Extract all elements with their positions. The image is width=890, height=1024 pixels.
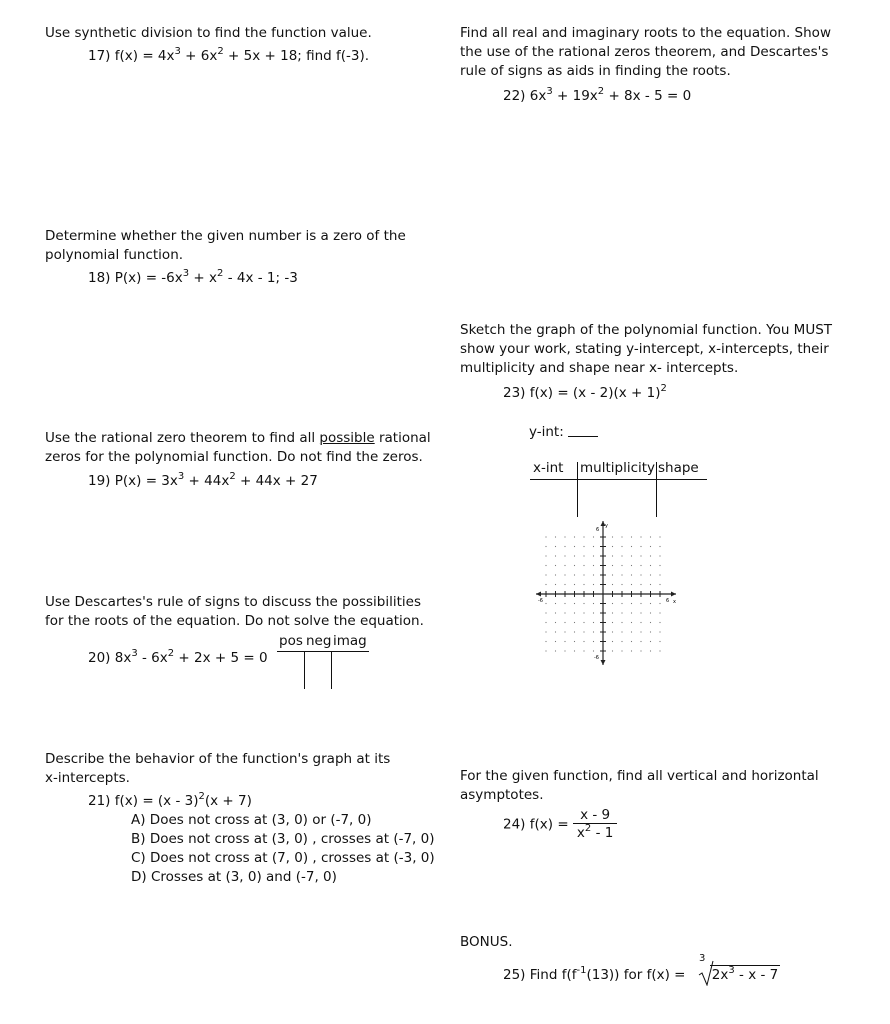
q22-exp1: 3 [546,86,553,97]
grid-dot [650,555,651,556]
q21-expr-a: f(x) = (x - 3) [114,793,199,809]
grid-dot [659,603,660,604]
y-axis-letter: y [605,523,608,529]
grid-dot [650,584,651,585]
q24-expr-a: f(x) = [529,816,573,833]
grid-dot [555,622,556,623]
q23-expr-a: f(x) = (x - 2)(x + 1) [529,385,661,401]
q20-expr-b: - 6x [137,650,168,666]
q23-table-divider-2 [656,462,657,517]
grid-dot [555,555,556,556]
q21-option-c: C) Does not cross at (7, 0) , crosses at (-3, 0) [131,850,435,866]
grid-dot [631,603,632,604]
x-axis-arrow-right [671,592,676,597]
grid-dot [650,574,651,575]
q21-number: 21) [88,793,111,809]
q18-instruction: Determine whether the given number is a zero of the polynomial function. [45,228,406,263]
grid-dot [612,603,613,604]
q17-exp2: 2 [217,46,224,57]
grid-dot [650,612,651,613]
grid-dot [555,546,556,547]
grid-dot [612,565,613,566]
y-axis-top-label: 6 [596,527,600,533]
grid-dot [555,565,556,566]
grid-dot [574,536,575,537]
grid-dot [621,641,622,642]
grid-dot [545,603,546,604]
grid-dot [564,650,565,651]
grid-dot [631,555,632,556]
grid-dot [583,574,584,575]
grid-dot [631,650,632,651]
q21-expr-b: (x + 7) [204,793,252,809]
grid-dot [564,536,565,537]
q20-number: 20) [88,650,111,666]
grid-dot [545,574,546,575]
grid-dot [621,612,622,613]
grid-dot [545,641,546,642]
q22-problem [503,87,691,106]
grid-dot [583,622,584,623]
grid-dot [593,574,594,575]
grid-dot [640,555,641,556]
x-axis-letter: x [673,599,676,605]
q20-table-header-imag: imag [333,633,367,649]
q19-instruction-underlined: possible [319,430,375,446]
q20-exp1: 3 [131,648,138,659]
q17-expr-c: + 5x + 18; find f(-3). [223,48,370,64]
grid-dot [621,584,622,585]
q20-instruction: Use Descartes's rule of signs to discuss the possibilities for the roots of the equation. Do not solve the equation. [45,594,424,629]
grid-dot [631,536,632,537]
grid-dot [555,584,556,585]
grid-dot [621,555,622,556]
q23-instruction: Sketch the graph of the polynomial function. You MUST show your work, stating y-intercept, x-intercepts, their multiplicity and shape near x- intercepts. [460,322,833,376]
q25-rad-b: - x - 7 [734,967,779,983]
grid-dot [593,584,594,585]
grid-dot [659,546,660,547]
grid-dot [612,584,613,585]
grid-dot [659,536,660,537]
grid-dot [612,546,613,547]
bonus-label: BONUS. [460,934,513,950]
q20-expr-a: 8x [114,650,132,666]
q19-instruction [45,429,445,467]
grid-dot [612,631,613,632]
grid-dot [564,555,565,556]
grid-dot [593,565,594,566]
grid-dot [621,603,622,604]
q21-option-a: A) Does not cross at (3, 0) or (-7, 0) [131,812,372,828]
grid-dot [564,612,565,613]
grid-dot [640,584,641,585]
grid-dot [555,536,556,537]
q19-instruction-b: rational zeros for the polynomial function. Do not find the zeros. [45,430,431,465]
grid-dot [650,536,651,537]
grid-dot [650,546,651,547]
grid-dot [659,574,660,575]
q21-problem [88,792,252,811]
grid-dot [659,555,660,556]
grid-dot [574,612,575,613]
grid-dot [583,565,584,566]
grid-dot [631,631,632,632]
q22-expr-a: 6x [529,88,547,104]
q22-expr-b: + 19x [552,88,598,104]
grid-dot [593,641,594,642]
q25-number: 25) [503,967,526,983]
q19-number: 19) [88,473,111,489]
q24-instruction: For the given function, find all vertical and horizontal asymptotes. [460,768,819,803]
grid-dot [640,546,641,547]
q23-number: 23) [503,385,526,401]
grid-dot [545,536,546,537]
q21-option-d: D) Crosses at (3, 0) and (-7, 0) [131,869,337,885]
grid-dot [564,574,565,575]
grid-dot [650,650,651,651]
grid-dot [640,622,641,623]
grid-dot [564,622,565,623]
grid-dot [631,574,632,575]
q20-exp2: 2 [167,648,175,659]
q25-problem [503,966,780,985]
grid-dot [593,546,594,547]
grid-dot [593,612,594,613]
grid-dot [631,612,632,613]
q23-exp1: 2 [660,383,667,394]
q23-table-header-multiplicity: multiplicity [580,460,656,476]
q17-problem [88,47,369,66]
grid-dot [583,536,584,537]
grid-dot [564,584,565,585]
q24-denominator [573,824,617,842]
q25-text-b: (13)) for f(x) = [586,967,690,983]
q19-expr-a: P(x) = 3x [114,473,178,489]
q25-root-index: 3 [699,953,706,964]
q22-expr-c: + 8x - 5 = 0 [604,88,692,104]
grid-dot [583,555,584,556]
grid-dot [621,631,622,632]
q20-problem [88,649,268,668]
q18-expr-c: - 4x - 1; -3 [223,270,298,286]
grid-dot [640,641,641,642]
q24-numerator: x - 9 [573,807,617,824]
grid-dot [583,641,584,642]
grid-dot [593,603,594,604]
q18-exp2: 2 [217,268,224,279]
q24-fraction [573,807,617,842]
q23-table-rule [530,479,707,480]
q21-option-b: B) Does not cross at (3, 0) , crosses at (-7, 0) [131,831,435,847]
grid-dot [583,603,584,604]
q17-instruction: Use synthetic division to find the function value. [45,25,372,41]
grid-dot [640,574,641,575]
q25-text-a: Find f(f [529,967,577,983]
grid-dot [583,650,584,651]
grid-dot [640,631,641,632]
q18-exp1: 3 [182,268,190,279]
grid-dot [545,584,546,585]
grid-dot [612,622,613,623]
grid-dot [621,536,622,537]
grid-dot [574,565,575,566]
grid-dot [564,631,565,632]
grid-dot [583,612,584,613]
grid-dot [631,622,632,623]
grid-dot [631,565,632,566]
grid-dot [612,612,613,613]
grid-dot [621,650,622,651]
grid-dot [545,631,546,632]
q17-number: 17) [88,48,111,64]
grid-dot [612,641,613,642]
q19-instruction-a: Use the rational zero theorem to find all [45,430,320,446]
grid-dot [659,584,660,585]
q20-table-divider-1 [304,651,305,689]
q20-table-header-pos: pos [279,633,303,649]
grid-dot [612,536,613,537]
grid-dot [555,603,556,604]
q23-problem [503,384,667,403]
x-axis-left-label: -6 [538,598,543,604]
q23-table-header-xint: x-int [533,460,564,476]
q24-den-b: - 1 [591,825,614,841]
grid-dot [574,622,575,623]
grid-dot [621,565,622,566]
grid-dot [583,546,584,547]
q19-exp2: 2 [229,471,236,482]
grid-dot [659,565,660,566]
q20-table-divider-2 [331,651,332,689]
grid-dot [574,555,575,556]
q19-exp1: 3 [177,471,185,482]
q22-number: 22) [503,88,526,104]
q19-problem [88,472,318,491]
grid-dot [650,641,651,642]
q23-table-divider-1 [577,462,578,517]
q24-den-a: x [576,825,585,841]
grid-dot [650,622,651,623]
grid-dot [659,612,660,613]
grid-dot [659,650,660,651]
grid-dot [574,631,575,632]
y-axis-arrow-down [601,660,606,665]
q17-expr-a: f(x) = 4x [114,48,175,64]
grid-dot [650,603,651,604]
q22-instruction: Find all real and imaginary roots to the equation. Show the use of the rational zeros theorem, and Descartes's rule of signs as aids in finding the roots. [460,25,831,79]
q18-number: 18) [88,270,111,286]
grid-dot [593,650,594,651]
q24-number: 24) [503,816,526,833]
grid-dot [564,603,565,604]
grid-dot [612,555,613,556]
q25-exp-inv: -1 [576,965,587,976]
q20-table-header-neg: neg [306,633,332,649]
grid-dot [574,603,575,604]
q21-instruction: Describe the behavior of the function's graph at its x-intercepts. [45,751,391,786]
grid-dot [593,555,594,556]
grid-dot [545,650,546,651]
q19-expr-c: + 44x + 27 [235,473,318,489]
grid-dot [640,650,641,651]
grid-dot [574,574,575,575]
grid-dot [621,574,622,575]
q23-yint-blank [568,436,598,437]
q17-expr-b: + 6x [180,48,218,64]
grid-dot [631,641,632,642]
grid-dot [555,574,556,575]
q23-table-header-shape: shape [658,460,699,476]
grid-dot [659,622,660,623]
grid-dot [545,565,546,566]
grid-dot [612,650,613,651]
grid-dot [555,612,556,613]
q20-expr-c: + 2x + 5 = 0 [174,650,268,666]
q19-expr-b: + 44x [184,473,230,489]
grid-dot [583,584,584,585]
q24-den-exp: 2 [584,823,592,834]
q22-exp2: 2 [597,86,605,97]
grid-dot [640,612,641,613]
q18-expr-b: + x [189,270,218,286]
grid-dot [545,546,546,547]
grid-dot [640,536,641,537]
grid-dot [659,641,660,642]
grid-dot [593,536,594,537]
grid-dot [650,565,651,566]
grid-dot [564,565,565,566]
grid-dot [545,612,546,613]
grid-dot [545,555,546,556]
grid-dot [555,650,556,651]
grid-dot [612,574,613,575]
grid-dot [621,546,622,547]
grid-dot [545,622,546,623]
grid-dot [574,546,575,547]
q18-expr-a: P(x) = -6x [114,270,183,286]
grid-dot [583,631,584,632]
q25-radicand [710,965,780,983]
y-axis-bottom-label: -6 [594,655,599,661]
q25-rad-exp: 3 [728,965,735,976]
grid-dot [640,603,641,604]
q25-rad-a: 2x [711,967,729,983]
q23-coordinate-grid [530,515,680,670]
grid-dot [555,641,556,642]
q20-table-rule [277,651,369,652]
q17-exp1: 3 [174,46,181,57]
grid-dot [574,650,575,651]
q18-problem [88,269,298,288]
grid-dot [555,631,556,632]
grid-dot [621,622,622,623]
q23-yint-label: y-int: [529,424,564,440]
x-axis-right-label: 6 [666,598,670,604]
grid-dot [640,565,641,566]
grid-dot [631,584,632,585]
grid-dot [631,546,632,547]
grid-dot [650,631,651,632]
grid-dot [564,641,565,642]
x-axis-arrow-left [536,592,541,597]
q21-exp1: 2 [198,791,205,802]
grid-dot [574,641,575,642]
grid-dot [659,631,660,632]
grid-dot [574,584,575,585]
grid-dot [564,546,565,547]
grid-dot [593,622,594,623]
grid-dot [593,631,594,632]
q24-problem [503,807,617,842]
